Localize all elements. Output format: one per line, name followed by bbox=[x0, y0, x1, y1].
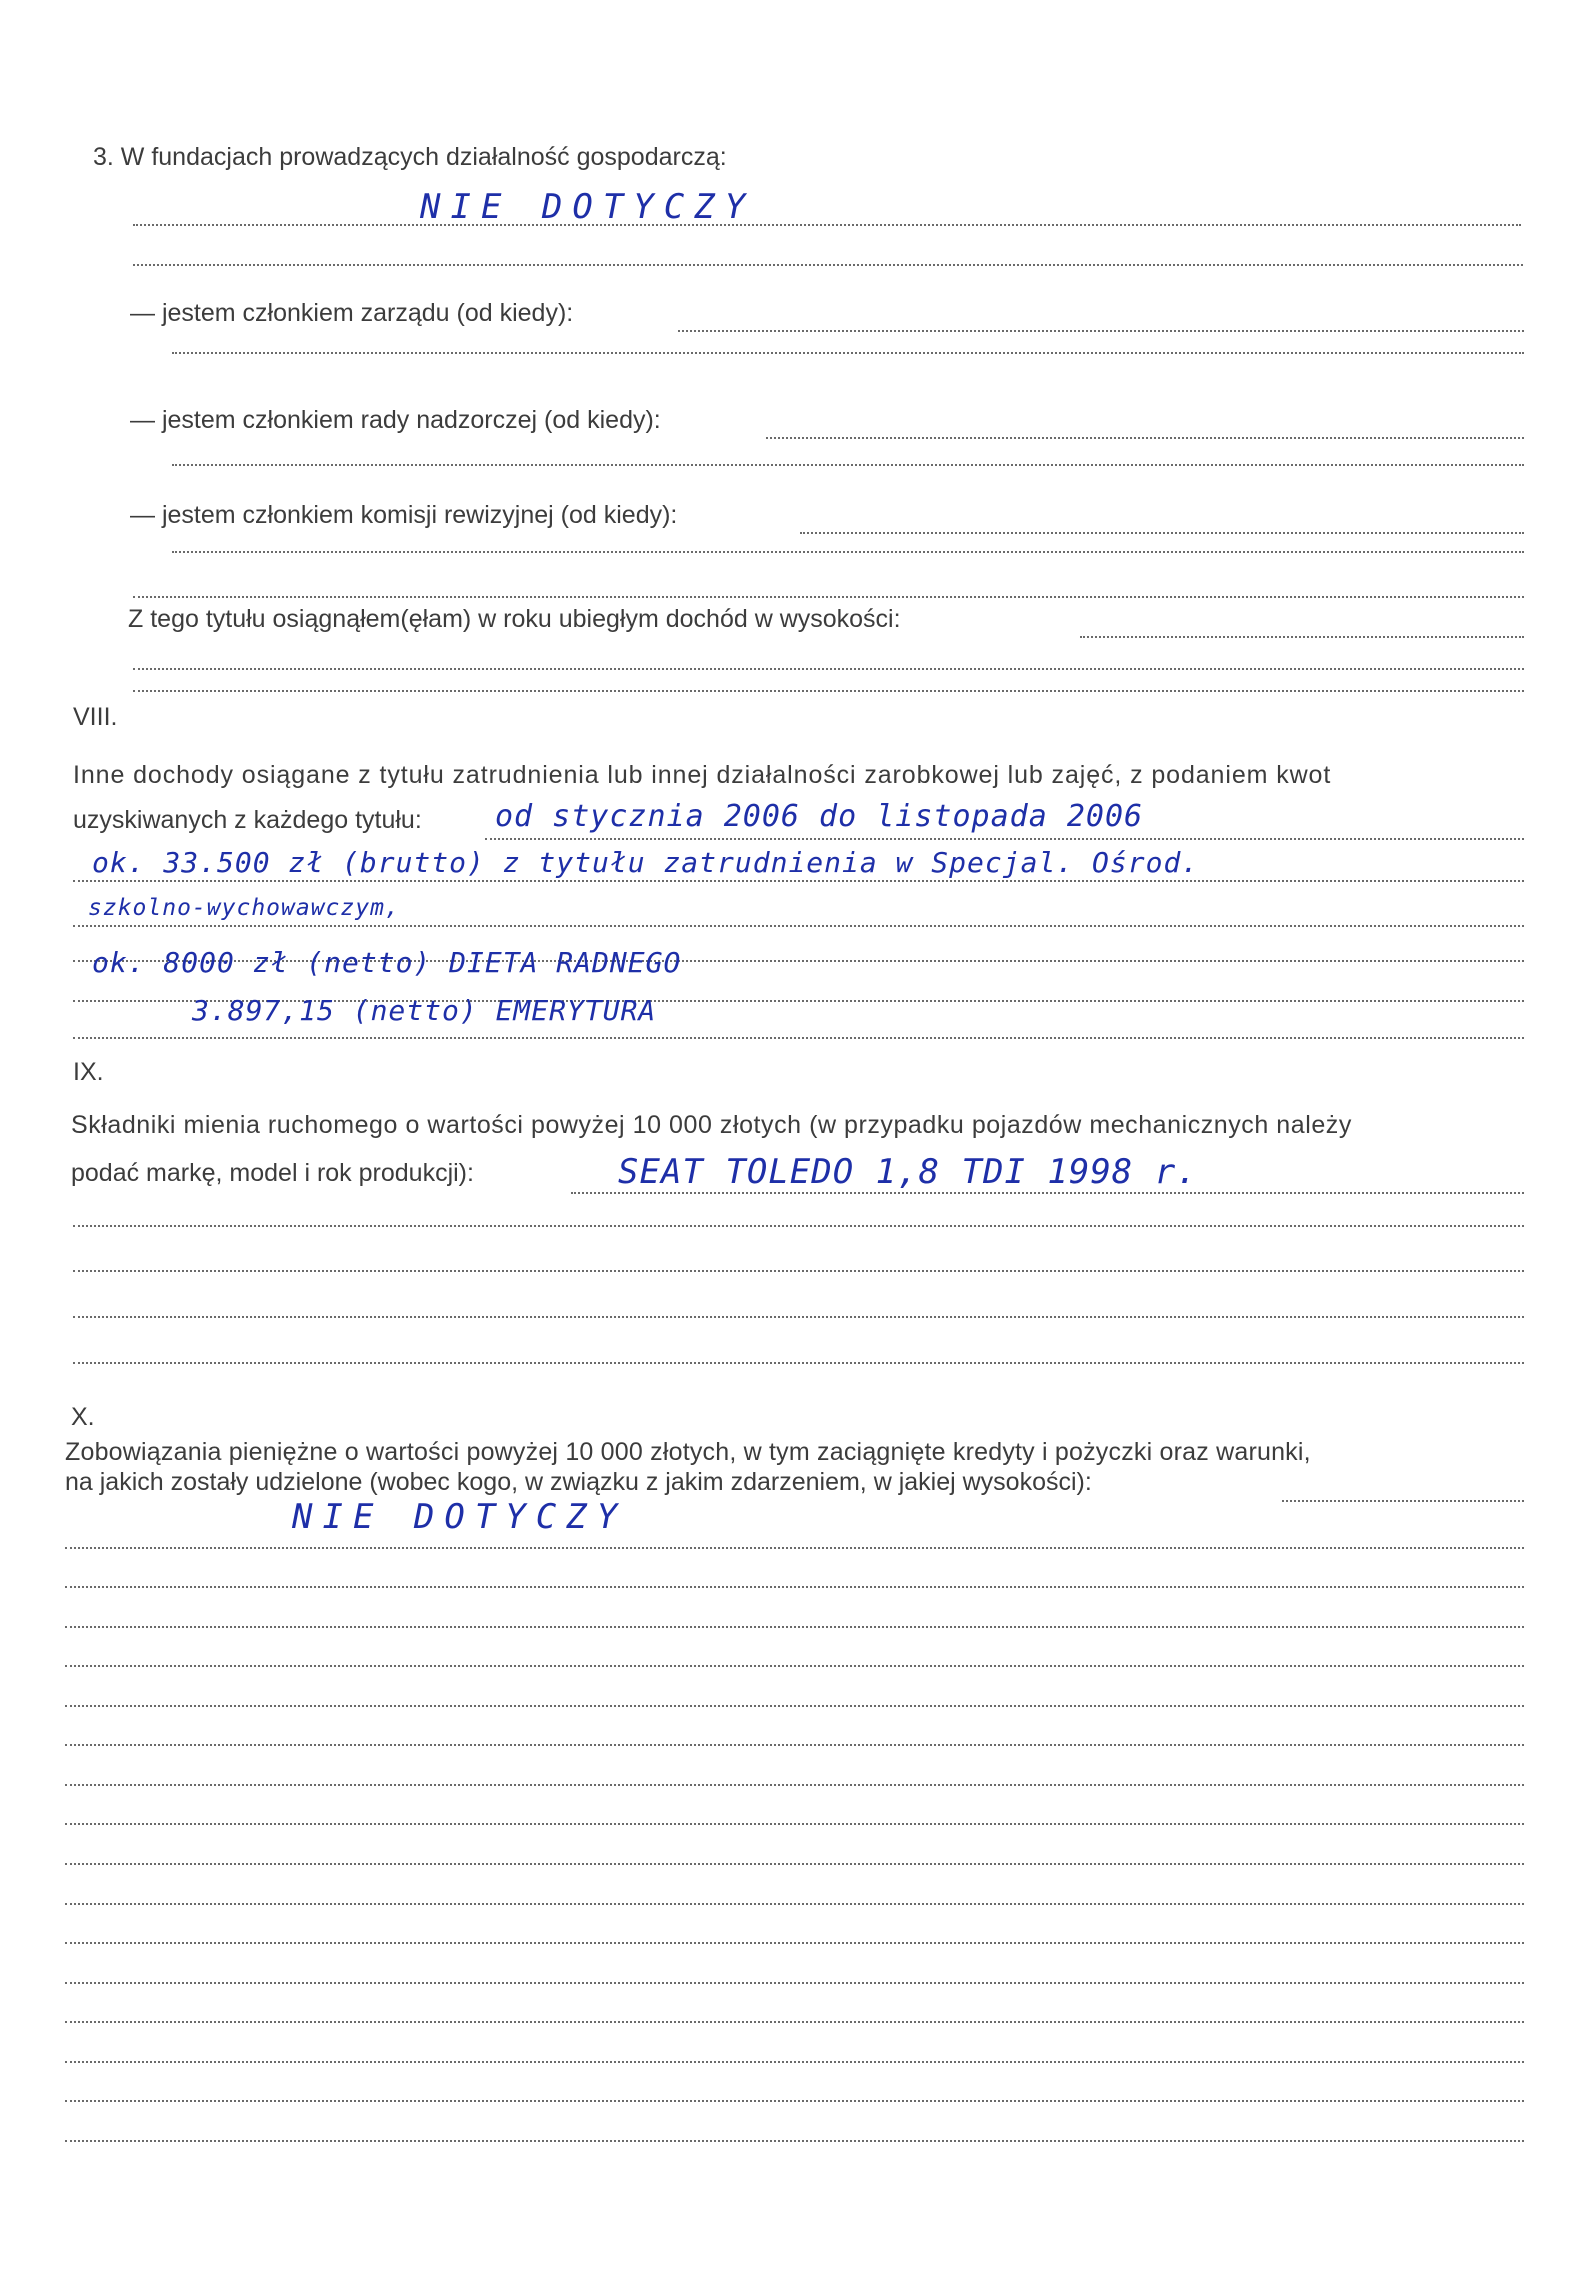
separator-line bbox=[133, 596, 1524, 598]
rada-nadzorcza-line-2[interactable] bbox=[172, 464, 1524, 466]
zobowiazania-field[interactable] bbox=[1282, 1500, 1524, 1502]
zobowiazania-line-16[interactable] bbox=[65, 2140, 1524, 2142]
dochody-answer-2: ok. 33.500 zł (brutto) z tytułu zatrudnienia w Specjal. Ośrod. bbox=[92, 846, 1200, 879]
zobowiazania-line-14[interactable] bbox=[65, 2061, 1524, 2063]
zobowiazania-line-7[interactable] bbox=[65, 1784, 1524, 1786]
mienie-line-2[interactable] bbox=[73, 1225, 1524, 1227]
zobowiazania-line-2[interactable] bbox=[65, 1586, 1524, 1588]
zobowiazania-line-1[interactable] bbox=[65, 1547, 1524, 1549]
zobowiazania-line-11[interactable] bbox=[65, 1942, 1524, 1944]
zobowiazania-line-10[interactable] bbox=[65, 1903, 1524, 1905]
mienie-line-3[interactable] bbox=[73, 1270, 1524, 1272]
mienie-line-1[interactable] bbox=[571, 1192, 1524, 1194]
dochod-label: Z tego tytułu osiągnąłem(ęłam) w roku ubiegłym dochód w wysokości: bbox=[128, 605, 901, 633]
dochody-line-2[interactable] bbox=[73, 880, 1524, 882]
fundacje-line-1[interactable] bbox=[133, 224, 1521, 226]
section-viii-text-2: uzyskiwanych z każdego tytułu: bbox=[73, 806, 422, 834]
section-x-text-2: na jakich zostały udzielone (wobec kogo, w związku z jakim zdarzeniem, w jakiej wysokości): bbox=[65, 1468, 1092, 1496]
section-viii-text-1: Inne dochody osiągane z tytułu zatrudnienia lub innej działalności zarobkowej lub zajęć, z podaniem kwot bbox=[73, 761, 1332, 789]
rada-nadzorcza-field[interactable] bbox=[766, 437, 1524, 439]
zobowiazania-line-6[interactable] bbox=[65, 1744, 1524, 1746]
fundacje-label: 3. W fundacjach prowadzących działalność gospodarczą: bbox=[93, 143, 727, 171]
dochody-line-3[interactable] bbox=[73, 925, 1524, 927]
dochody-answer-5: 3.897,15 (netto) EMERYTURA bbox=[192, 994, 657, 1027]
section-ix-text-1: Składniki mienia ruchomego o wartości powyżej 10 000 złotych (w przypadku pojazdów mechanicznych należy bbox=[71, 1111, 1352, 1139]
mienie-line-4[interactable] bbox=[73, 1316, 1524, 1318]
dochody-answer-1: od stycznia 2006 do listopada 2006 bbox=[495, 799, 1144, 834]
dochody-line-6[interactable] bbox=[73, 1037, 1524, 1039]
fundacje-answer: NIE DOTYCZY bbox=[420, 187, 756, 227]
zobowiazania-line-4[interactable] bbox=[65, 1665, 1524, 1667]
dochod-field[interactable] bbox=[1080, 636, 1524, 638]
komisja-label: — jestem członkiem komisji rewizyjnej (od kiedy): bbox=[130, 501, 678, 529]
zobowiazania-line-15[interactable] bbox=[65, 2100, 1524, 2102]
dochody-answer-3: szkolno-wychowawczym, bbox=[88, 895, 400, 921]
zarzad-label: — jestem członkiem zarządu (od kiedy): bbox=[130, 299, 574, 327]
zobowiazania-line-9[interactable] bbox=[65, 1863, 1524, 1865]
dochody-line-1[interactable] bbox=[485, 838, 1524, 840]
mienie-line-5[interactable] bbox=[73, 1362, 1524, 1364]
komisja-line-2[interactable] bbox=[172, 551, 1524, 553]
zobowiazania-line-12[interactable] bbox=[65, 1982, 1524, 1984]
dochod-line-3[interactable] bbox=[133, 690, 1524, 692]
section-x-heading: X. bbox=[71, 1403, 95, 1431]
rada-nadzorcza-label: — jestem członkiem rady nadzorczej (od kiedy): bbox=[130, 406, 661, 434]
mienie-answer: SEAT TOLEDO 1,8 TDI 1998 r. bbox=[618, 1152, 1198, 1192]
zobowiazania-line-13[interactable] bbox=[65, 2021, 1524, 2023]
zobowiazania-line-8[interactable] bbox=[65, 1823, 1524, 1825]
zobowiazania-line-5[interactable] bbox=[65, 1705, 1524, 1707]
section-ix-heading: IX. bbox=[73, 1058, 104, 1086]
section-viii-heading: VIII. bbox=[73, 703, 118, 731]
zarzad-field[interactable] bbox=[678, 330, 1524, 332]
komisja-field[interactable] bbox=[800, 532, 1524, 534]
zobowiazania-answer: NIE DOTYCZY bbox=[292, 1497, 628, 1537]
zarzad-line-2[interactable] bbox=[172, 352, 1524, 354]
fundacje-line-2[interactable] bbox=[133, 264, 1523, 266]
dochody-answer-4: ok. 8000 zł (netto) DIETA RADNEGO bbox=[92, 946, 682, 979]
section-ix-text-2: podać markę, model i rok produkcji): bbox=[71, 1159, 474, 1187]
dochod-line-2[interactable] bbox=[133, 668, 1524, 670]
section-x-text-1: Zobowiązania pieniężne o wartości powyżej 10 000 złotych, w tym zaciągnięte kredyty i pożyczki oraz warunki, bbox=[65, 1438, 1311, 1466]
zobowiazania-line-3[interactable] bbox=[65, 1626, 1524, 1628]
